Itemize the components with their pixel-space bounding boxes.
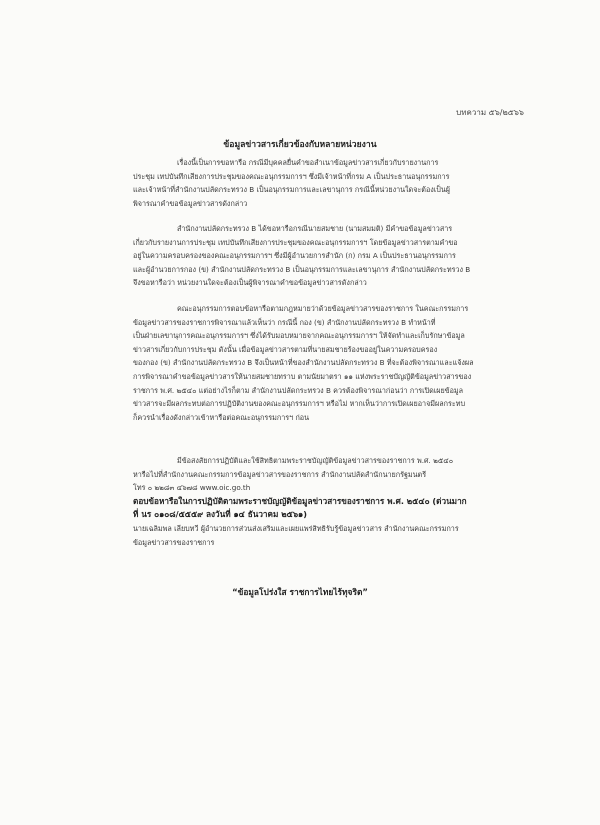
paragraph-line: พิจารณาคำขอข้อมูลข่าวสารดังกล่าว bbox=[133, 198, 248, 208]
paragraph-line: การพิจารณาคำขอข้อมูลข่าวสารให้นายสมชายทราบ ตามนัยมาตรา ๑๑ แห่งพระราชบัญญัติข้อมูลข่าวสารของ bbox=[133, 371, 472, 381]
closing-slogan: “ข้อมูลโปร่งใส ราชการไทยไร้ทุจริต” bbox=[232, 587, 368, 597]
paragraph-line: ข้อมูลข่าวสารของราชการพิจารณาแล้วเห็นว่า กรณีนี้ กอง (ข) สำนักงานปลัดกระทรวง B ทำหน้าที่ bbox=[133, 317, 436, 327]
paragraph-2 bbox=[133, 222, 493, 290]
paragraph-line: ประชุม เทปบันทึกเสียงการประชุมของคณะอนุกรรมการฯ ซึ่งมีเจ้าหน้าที่กรม A เป็นประธานอนุกรรมการ bbox=[133, 171, 450, 181]
article-reference: บทความ ๕๖/๒๕๖๖ bbox=[456, 108, 524, 117]
paragraph-line: ข่าวสารจะมีผลกระทบต่อการปฏิบัติงานของคณะอนุกรรมการฯ หรือไม่ หากเห็นว่าการเปิดเผยอาจมีผลกระทบ bbox=[133, 399, 466, 409]
author-line: ข้อมูลข่าวสารของราชการ bbox=[133, 537, 215, 547]
paragraph-line: และเจ้าหน้าที่สำนักงานปลัดกระทรวง B เป็นอนุกรรมการและเลขานุการ กรณีนี้หน่วยงานใดจะต้องเป็นผู้ bbox=[133, 185, 450, 195]
paragraph-line: มีข้อสงสัยการปฏิบัติและใช้สิทธิตามพระราชบัญญัติข้อมูลข่าวสารของราชการ พ.ศ. ๒๕๔๐ bbox=[177, 456, 454, 465]
paragraph-line: ของกอง (ข) สำนักงานปลัดกระทรวง B จึงเป็นหน้าที่ของสำนักงานปลัดกระทรวง B ที่จะต้องพิจารณาและแจ้งผล bbox=[133, 358, 474, 368]
paragraph-line: เรื่องนี้เป็นการขอหารือ กรณีมีบุคคลยื่นคำขอสำเนาข้อมูลข่าวสารเกี่ยวกับรายงานการ bbox=[177, 158, 439, 167]
paragraph-line: สำนักงานปลัดกระทรวง B ได้ขอหารือกรณีนายสมชาย (นามสมมติ) มีคำขอข้อมูลข่าวสาร bbox=[177, 224, 453, 233]
paragraph-line: หารือไปที่สำนักงานคณะกรรมการข้อมูลข่าวสารของราชการ สำนักงานปลัดสำนักนายกรัฐมนตรี bbox=[133, 469, 427, 479]
paragraph-3 bbox=[133, 302, 493, 424]
paragraph-line: จึงขอหารือว่า หน่วยงานใดจะต้องเป็นผู้พิจารณาคำขอข้อมูลข่าวสารดังกล่าว bbox=[133, 278, 367, 288]
paragraph-line: โทร ๐ ๒๒๘๓ ๔๖๗๘ www.oic.go.th bbox=[133, 483, 251, 493]
paragraph-line: ราชการ พ.ศ. ๒๕๔๐ แต่อย่างไรก็ตาม สำนักงานปลัดกระทรวง B ควรต้องพิจารณาก่อนว่า การเปิดเผยข้อมูล bbox=[133, 385, 464, 395]
paragraph-line: อยู่ในความครอบครองของคณะอนุกรรมการฯ ซึ่งมีผู้อำนวยการสำนัก (ก) กรม A เป็นประธานอนุกรรมการ bbox=[133, 251, 456, 261]
paragraph-line: ก็ควรนำเรื่องดังกล่าวเข้าหารือต่อคณะอนุกรรมการฯ ก่อน bbox=[133, 412, 310, 422]
paragraph-4 bbox=[133, 454, 493, 549]
document-title: ข้อมูลข่าวสารเกี่ยวข้องกับหลายหน่วยงาน bbox=[223, 140, 377, 150]
paragraph-1 bbox=[133, 156, 493, 210]
reference-citation-line: ที่ นร ๐๑๐๘/๕๕๕๙ ลงวันที่ ๑๔ ธันวาคม ๒๕๖๑) bbox=[133, 509, 307, 520]
paragraph-line: ข่าวสารเกี่ยวกับการประชุม ดังนั้น เมื่อข้อมูลข่าวสารตามที่นายสมชายร้องขออยู่ในความครอบครอง bbox=[133, 344, 438, 354]
paragraph-line: เกี่ยวกับรายงานการประชุม เทปบันทึกเสียงการประชุมของคณะอนุกรรมการฯ โดยข้อมูลข่าวสารตามคำขอ bbox=[133, 237, 458, 247]
paragraph-line: คณะอนุกรรมการตอบข้อหารือตามกฎหมายว่าด้วยข้อมูลข่าวสารของราชการ ในคณะกรรมการ bbox=[177, 304, 469, 313]
reference-citation-line: ตอบข้อหารือในการปฏิบัติตามพระราชบัญญัติข้อมูลข่าวสารของราชการ พ.ศ. ๒๕๔๐ (ด่วนมาก bbox=[133, 495, 467, 506]
author-line: นายเฉลิมพล เลียบทวี ผู้อำนวยการส่วนส่งเสริมและเผยแพร่สิทธิรับรู้ข้อมูลข่าวสาร สำนักงานคณะกรรมการ bbox=[133, 523, 459, 533]
paragraph-line: และผู้อำนวยการกอง (ข) สำนักงานปลัดกระทรวง B เป็นอนุกรรมการและเลขานุการ สำนักงานปลัดกระทรวง B bbox=[133, 264, 471, 274]
paragraph-line: เป็นฝ่ายเลขานุการคณะอนุกรรมการฯ ซึ่งได้รับมอบหมายจากคณะอนุกรรมการฯ ให้จัดทำและเก็บรักษาข้อมูล bbox=[133, 331, 465, 341]
